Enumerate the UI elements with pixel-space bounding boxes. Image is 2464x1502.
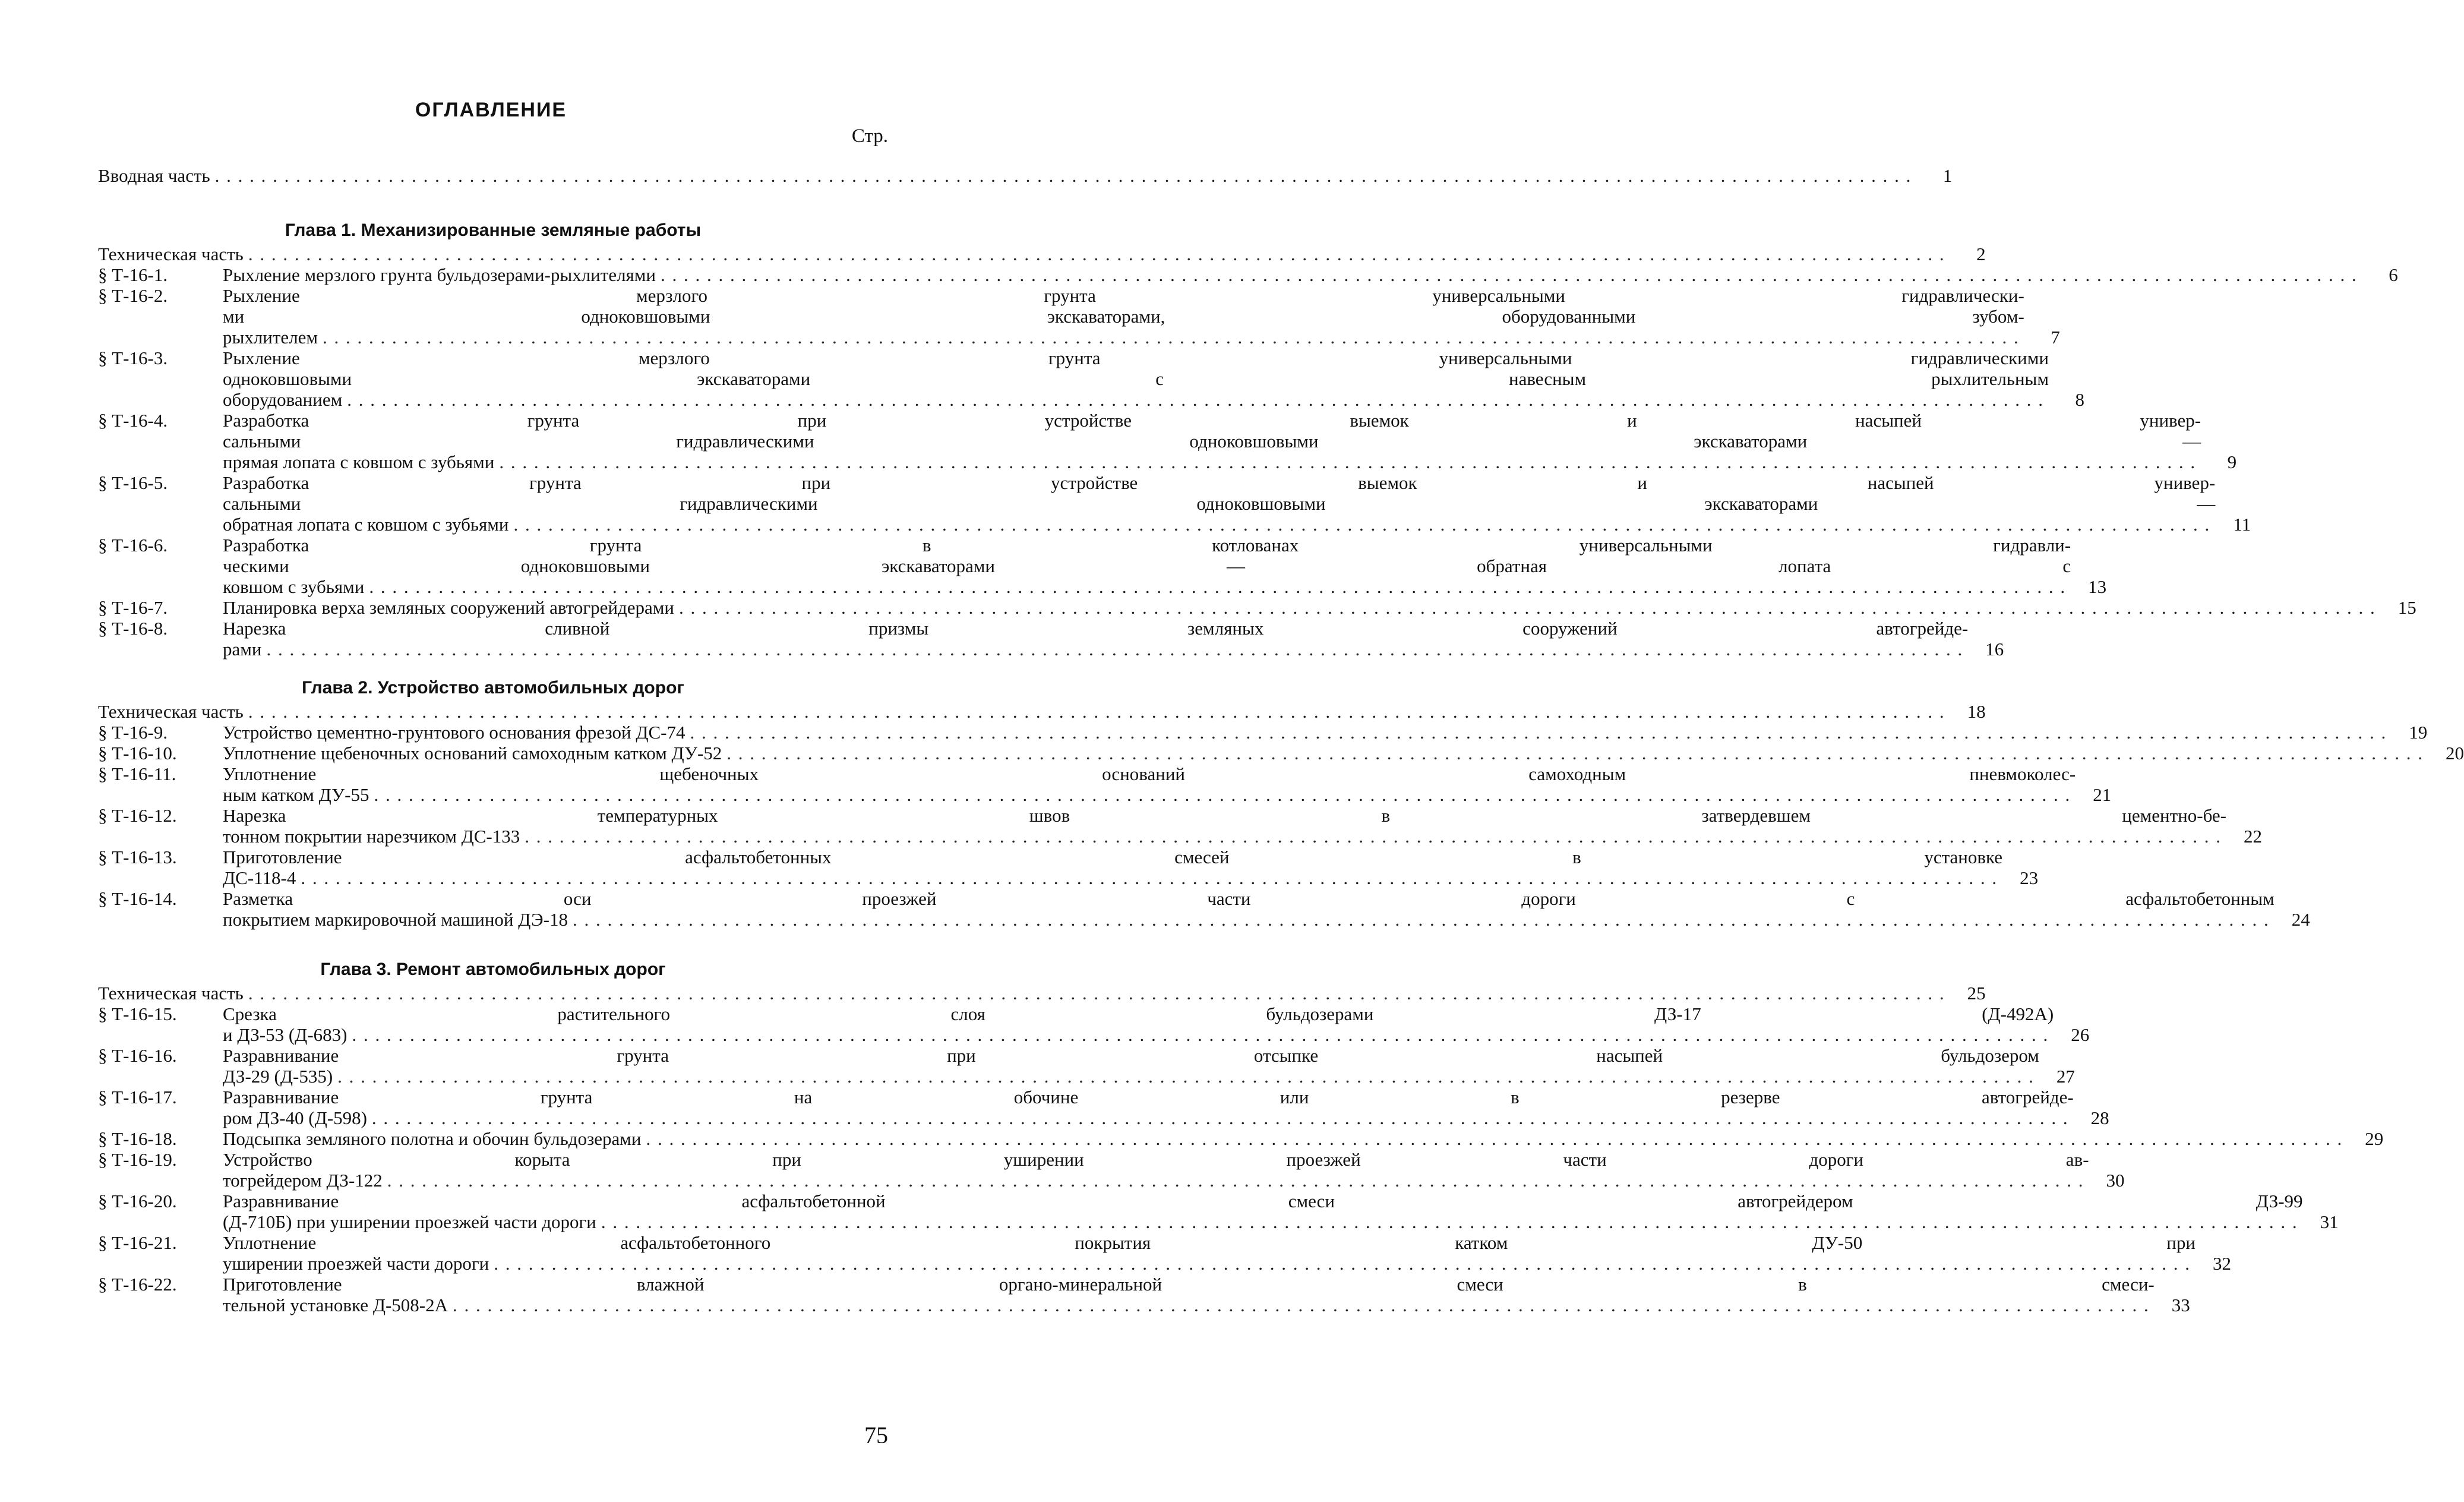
- page-title: ОГЛАВЛЕНИЕ: [415, 99, 567, 121]
- technical-part-page: 18: [1967, 701, 1986, 722]
- entry-title-line: Нарезка сливной призмы земляных сооружений автогрейде-: [223, 618, 1969, 639]
- entry-title-line: Рыхление мерзлого грунта бульдозерами-рыхлителями: [223, 264, 656, 285]
- entry-title-line: ческими одноковшовыми экскаваторами — обратная лопата с: [223, 556, 2071, 576]
- dot-leader: [499, 452, 2196, 472]
- entry-page: 27: [2056, 1066, 2075, 1087]
- entry-title-line: Разравнивание грунта при отсыпке насыпей бульдозером: [223, 1045, 2039, 1066]
- dot-leader: [646, 1128, 2343, 1149]
- section-number: § Т-16-9.: [98, 722, 168, 743]
- technical-part-page: 25: [1967, 983, 1986, 1004]
- entry-title-line: Срезка растительного слоя бульдозерами ДЗ-17 (Д-492А): [223, 1004, 2054, 1024]
- section-number: § Т-16-22.: [98, 1274, 177, 1295]
- entry-title-line: Подсыпка земляного полотна и обочин бульдозерами: [223, 1128, 642, 1149]
- dot-leader: [347, 389, 2044, 410]
- toc-entry: [98, 1274, 2190, 1315]
- entry-page: 21: [2093, 784, 2112, 805]
- entry-title-line: Нарезка температурных швов в затвердевшем цементно-бе-: [223, 805, 2227, 826]
- entry-title-line: Приготовление влажной органо-минеральной смеси в смеси-: [223, 1274, 2155, 1295]
- chapter-title: Глава 1. Механизированные земляные работы: [285, 220, 702, 240]
- entry-page: 33: [2171, 1295, 2190, 1315]
- entry-title-line: Уплотнение щебеночных оснований самоходным пневмоколес-: [223, 763, 2076, 784]
- entry-title-line: ДЗ-29 (Д-535): [223, 1066, 333, 1087]
- dot-leader: [369, 576, 2066, 597]
- dot-leader: [372, 1107, 2069, 1128]
- chapter-title: Глава 3. Ремонт автомобильных дорог: [320, 960, 666, 979]
- entry-title-line: тонном покрытии нарезчиком ДС-133: [223, 826, 520, 847]
- chapter-title: Глава 2. Устройство автомобильных дорог: [302, 678, 684, 698]
- entry-title-line: Рыхление мерзлого грунта универсальными гидравлически-: [223, 285, 2024, 306]
- dot-leader: [679, 597, 2376, 618]
- toc-entry: [98, 1128, 2384, 1149]
- page-number: 75: [864, 1422, 888, 1449]
- section-number: § Т-16-14.: [98, 888, 177, 909]
- toc-entry: [98, 1232, 2231, 1274]
- toc-entry: [98, 888, 2310, 930]
- section-number: § Т-16-11.: [98, 763, 176, 784]
- section-number: § Т-16-4.: [98, 410, 168, 431]
- toc-entry: [98, 805, 2263, 847]
- technical-part-page: 2: [1976, 244, 1986, 264]
- dot-leader: [453, 1295, 2150, 1315]
- entry-page: 13: [2088, 576, 2107, 597]
- section-number: § Т-16-6.: [98, 535, 168, 556]
- intro-page: 1: [1942, 165, 1953, 186]
- entry-title-line: оборудованием: [223, 389, 343, 410]
- section-number: § Т-16-19.: [98, 1149, 177, 1170]
- entry-title-line: Устройство корыта при уширении проезжей части дороги ав-: [223, 1149, 2089, 1170]
- entry-title-line: обратная лопата с ковшом с зубьями: [223, 514, 509, 535]
- technical-part-entry: [98, 701, 1986, 722]
- entry-page: 30: [2106, 1170, 2125, 1191]
- toc-entry: [98, 847, 2039, 888]
- section-number: § Т-16-8.: [98, 618, 168, 639]
- toc-entry: [98, 618, 2004, 660]
- dot-leader: [494, 1253, 2191, 1274]
- technical-part-label: Техническая часть: [98, 983, 244, 1004]
- entry-title-line: ром ДЗ-40 (Д-598): [223, 1107, 367, 1128]
- entry-title-line: Приготовление асфальтобетонных смесей в установке: [223, 847, 2003, 867]
- chapter-block: [98, 676, 2464, 930]
- entry-title-line: покрытием маркировочной машиной ДЭ-18: [223, 909, 568, 930]
- entry-title-line: ми одноковшовыми экскаваторами, оборудованными зубом-: [223, 306, 2024, 327]
- entry-page: 24: [2291, 909, 2310, 930]
- dot-leader: [513, 514, 2210, 535]
- entry-title-line: уширении проезжей части дороги: [223, 1253, 489, 1274]
- entry-page: 6: [2389, 264, 2398, 285]
- technical-part-entry: [98, 244, 1986, 264]
- technical-part-label: Техническая часть: [98, 701, 244, 722]
- entry-title-line: Разравнивание грунта на обочине или в резерве автогрейде-: [223, 1087, 2074, 1107]
- entry-title-line: ДС-118-4: [223, 867, 296, 888]
- section-number: § Т-16-2.: [98, 285, 168, 306]
- entry-title-line: Разработка грунта при устройстве выемок и насыпей универ-: [223, 410, 2201, 431]
- entry-title-line: Уплотнение щебеночных оснований самоходным катком ДУ-52: [223, 743, 722, 763]
- toc-entry: [98, 1149, 2125, 1191]
- toc-entry: [98, 472, 2251, 535]
- dot-leader: [301, 867, 1998, 888]
- dot-leader: [374, 784, 2071, 805]
- toc-entry: [98, 722, 2428, 743]
- toc-entry: [98, 1191, 2339, 1232]
- dot-leader: [352, 1024, 2049, 1045]
- entry-title-line: ковшом с зубьями: [223, 576, 365, 597]
- dot-leader: [248, 701, 1945, 722]
- entry-title-line: прямая лопата с ковшом с зубьями: [223, 452, 495, 472]
- intro-label: Вводная часть: [98, 165, 210, 186]
- entry-page: 22: [2244, 826, 2263, 847]
- entry-page: 8: [2075, 389, 2084, 410]
- toc-entry: [98, 285, 2060, 348]
- page-column-header: Стр.: [851, 125, 888, 147]
- dot-leader: [266, 639, 1963, 660]
- entry-title-line: сальными гидравлическими одноковшовыми экскаваторами —: [223, 493, 2216, 514]
- entry-title-line: Уплотнение асфальтобетонного покрытия катком ДУ-50 при: [223, 1232, 2196, 1253]
- toc-entry: [98, 1045, 2075, 1087]
- entry-page: 9: [2227, 452, 2237, 472]
- section-number: § Т-16-16.: [98, 1045, 177, 1066]
- dot-leader: [387, 1170, 2084, 1191]
- section-number: § Т-16-10.: [98, 743, 177, 763]
- chapter-block: [98, 958, 2384, 1315]
- entry-page: 29: [2365, 1128, 2384, 1149]
- toc-intro-entry: [98, 165, 1953, 186]
- dot-leader: [573, 909, 2270, 930]
- entry-page: 28: [2090, 1107, 2109, 1128]
- entry-page: 26: [2071, 1024, 2090, 1045]
- entry-title-line: Планировка верха земляных сооружений автогрейдерами: [223, 597, 674, 618]
- toc-entry: [98, 743, 2464, 763]
- entry-page: 19: [2409, 722, 2428, 743]
- dot-leader: [323, 327, 2020, 348]
- toc-entry: [98, 763, 2112, 805]
- section-number: § Т-16-18.: [98, 1128, 177, 1149]
- section-number: § Т-16-15.: [98, 1004, 177, 1024]
- entry-title-line: Разработка грунта в котлованах универсальными гидравли-: [223, 535, 2071, 556]
- toc-entry: [98, 597, 2416, 618]
- entry-page: 32: [2212, 1253, 2231, 1274]
- entry-title-line: рыхлителем: [223, 327, 318, 348]
- section-number: § Т-16-1.: [98, 264, 168, 285]
- section-number: § Т-16-5.: [98, 472, 168, 493]
- dot-leader: [525, 826, 2222, 847]
- entry-title-line: (Д-710Б) при уширении проезжей части дороги: [223, 1211, 596, 1232]
- entry-title-line: Рыхление мерзлого грунта универсальными гидравлическими: [223, 348, 2049, 368]
- dot-leader: [601, 1211, 2298, 1232]
- toc-entry: [98, 348, 2084, 410]
- entry-title-line: рами: [223, 639, 262, 660]
- entry-page: 23: [2020, 867, 2039, 888]
- entry-page: 15: [2397, 597, 2416, 618]
- toc-entry: [98, 264, 2398, 285]
- dot-leader: [690, 722, 2387, 743]
- section-number: § Т-16-3.: [98, 348, 168, 368]
- dot-leader: [248, 983, 1945, 1004]
- section-number: § Т-16-12.: [98, 805, 177, 826]
- entry-title-line: Устройство цементно-грунтового основания фрезой ДС-74: [223, 722, 686, 743]
- entry-page: 11: [2233, 514, 2251, 535]
- entry-title-line: Разравнивание асфальтобетонной смеси автогрейдером ДЗ-99: [223, 1191, 2303, 1211]
- entry-title-line: Разработка грунта при устройстве выемок и насыпей универ-: [223, 472, 2216, 493]
- technical-part-label: Техническая часть: [98, 244, 244, 264]
- dot-leader: [337, 1066, 2035, 1087]
- toc-entry: [98, 1004, 2090, 1045]
- dot-leader: [726, 743, 2424, 763]
- toc-entry: [98, 1087, 2109, 1128]
- chapter-block: [98, 219, 2416, 660]
- dot-leader: [661, 264, 2358, 285]
- entry-title-line: Разметка оси проезжей части дороги с асфальтобетонным: [223, 888, 2275, 909]
- entry-title-line: сальными гидравлическими одноковшовыми экскаваторами —: [223, 431, 2201, 452]
- technical-part-entry: [98, 983, 1986, 1004]
- entry-title-line: одноковшовыми экскаваторами с навесным рыхлительным: [223, 368, 2049, 389]
- entry-title-line: тельной установке Д-508-2А: [223, 1295, 448, 1315]
- section-number: § Т-16-21.: [98, 1232, 177, 1253]
- entry-page: 31: [2320, 1211, 2339, 1232]
- toc-entry: [98, 535, 2107, 597]
- entry-page: 16: [1985, 639, 2004, 660]
- section-number: § Т-16-17.: [98, 1087, 177, 1107]
- entry-title-line: тогрейдером ДЗ-122: [223, 1170, 383, 1191]
- entry-page: 20: [2446, 743, 2464, 763]
- entry-page: 7: [2051, 327, 2060, 348]
- section-number: § Т-16-7.: [98, 597, 168, 618]
- section-number: § Т-16-13.: [98, 847, 177, 867]
- dot-leader: [248, 244, 1945, 264]
- entry-title-line: ным катком ДУ-55: [223, 784, 369, 805]
- entry-title-line: и ДЗ-53 (Д-683): [223, 1024, 348, 1045]
- section-number: § Т-16-20.: [98, 1191, 177, 1211]
- toc-entry: [98, 410, 2237, 472]
- dot-leader: [215, 165, 1912, 186]
